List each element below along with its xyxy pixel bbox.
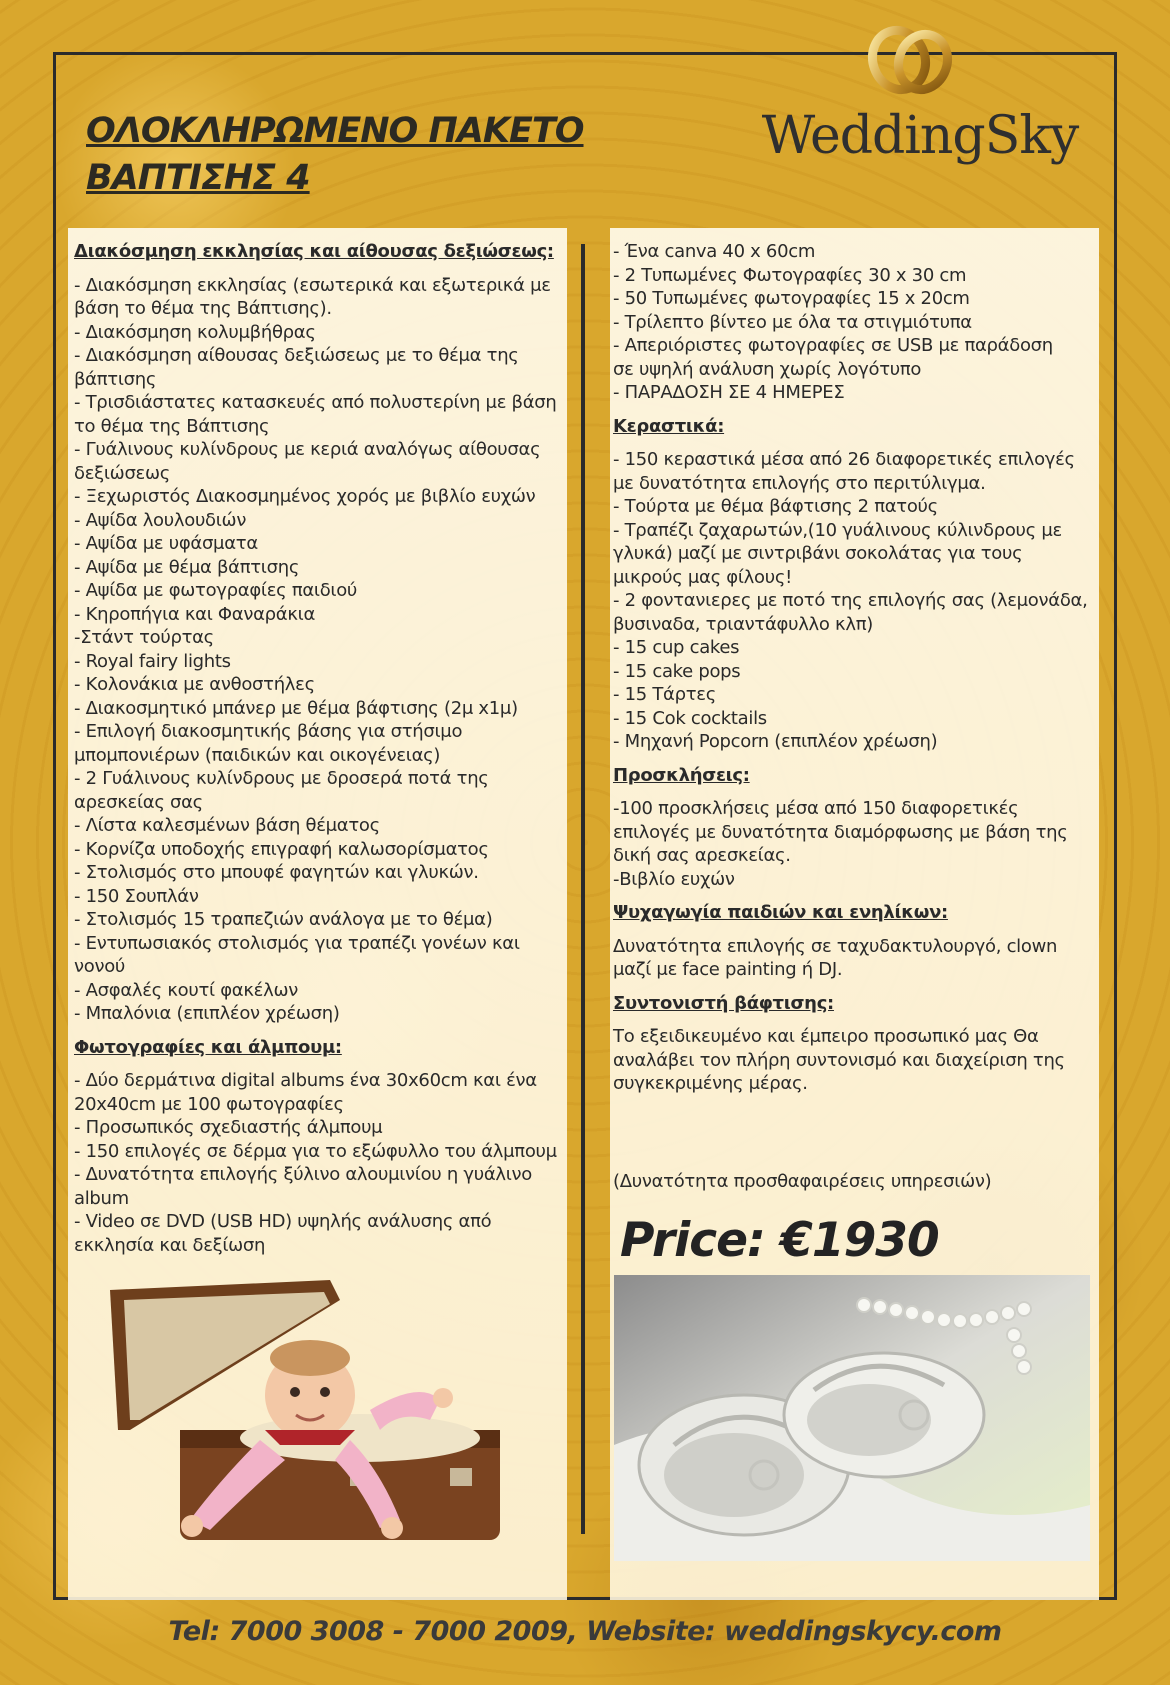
coordinator-list — [613, 1025, 1113, 1096]
photos-continued-list — [613, 240, 1113, 405]
decoration-line: - Διακόσμηση εκκλησίας (εσωτερικά και εξωτερικά με — [74, 274, 551, 296]
decoration-line: βάπτισης — [74, 368, 157, 390]
invitations-line: επιλογές με δυνατότητα διαμόρφωσης με βάση της — [613, 821, 1068, 843]
treats-line: - 2 φοντανιερες με ποτό της επιλογής σας (λεμονάδα, — [613, 590, 1088, 611]
photos-line: - Δυνατότητα επιλογής ξύλινο αλουμινίου η γυάλινο — [74, 1164, 532, 1185]
photos-continued-line: σε υψηλή ανάλυση χωρίς λογότυπο — [613, 358, 922, 380]
page-title — [86, 108, 606, 202]
photos-line: - Προσωπικός σχεδιαστής άλμπουμ — [74, 1117, 383, 1138]
baby-shoes-photo — [614, 1275, 1090, 1561]
photos-heading: Φωτογραφίες και άλμπουμ: — [74, 1036, 342, 1058]
decoration-line: - Royal fairy lights — [74, 650, 231, 672]
decoration-line: - Τρισδιάστατες κατασκευές από πολυστερίνη με βάση — [74, 392, 557, 413]
decoration-line: - 2 Γυάλινους κυλίνδρους με δροσερά ποτά της — [74, 768, 489, 789]
decoration-line: αρεσκείας σας — [74, 791, 203, 813]
photos-continued-line: - 2 Τυπωμένες Φωτογραφίες 30 x 30 cm — [613, 264, 967, 286]
photos-line: album — [74, 1187, 129, 1209]
price-label: Price: €1930 — [620, 1213, 939, 1268]
services-note: (Δυνατότητα προσθαφαιρέσεις υπηρεσιών) — [613, 1171, 992, 1192]
treats-line: - Τούρτα με θέμα βάφτισης 2 πατούς — [613, 496, 938, 517]
entertainment-heading: Ψυχαγωγία παιδιών και ενηλίκων: — [613, 902, 948, 923]
decoration-line: - Κηροπήγια και Φαναράκια — [74, 603, 316, 625]
photos-continued-line: - 50 Τυπωμένες φωτογραφίες 15 x 20cm — [613, 288, 970, 309]
photos-continued-line: - Ένα canva 40 x 60cm — [613, 241, 816, 262]
photos-list — [74, 1069, 574, 1257]
invitations-list — [613, 797, 1113, 891]
decoration-line: - Επιλογή διακοσμητικής βάσης για στήσιμο — [74, 721, 463, 742]
treats-line: - 15 Cok cocktails — [613, 707, 767, 729]
decoration-line: - Αψίδα με υφάσματα — [74, 533, 258, 554]
treats-line: - 15 Τάρτες — [613, 684, 716, 705]
title-line-1: ΟΛΟΚΛΗΡΩΜΕΝΟ ΠΑΚΕΤΟ — [86, 111, 584, 151]
decoration-line: - Αψίδα με θέμα βάπτισης — [74, 556, 300, 578]
entertainment-list — [613, 935, 1113, 982]
coordinator-line: συγκεκριμένης μέρας. — [613, 1073, 808, 1094]
treats-line: γλυκά) μαζί με σιντριβάνι σοκολάτας για τους — [613, 543, 1023, 564]
photos-line: - Video σε DVD (USB HD) υψηλής ανάλυσης από — [74, 1211, 492, 1232]
baby-in-suitcase-photo — [100, 1280, 520, 1555]
treats-line: βυσιναδα, τριαντάφυλλο κλπ) — [613, 613, 873, 635]
invitations-line: δική σας αρεσκείας. — [613, 845, 791, 866]
decoration-line: - Ξεχωριστός Διακοσμημένος χορός με βιβλίο ευχών — [74, 486, 536, 507]
coordinator-line: Το εξειδικευμένο και έμπειρο προσωπικό μας Θα — [613, 1026, 1039, 1047]
decoration-heading: Διακόσμηση εκκλησίας και αίθουσας δεξιώσεως: — [74, 241, 554, 262]
treats-line: - Τραπέζι ζαχαρωτών,(10 γυάλινους κύλινδρους με — [613, 519, 1062, 541]
column-divider — [581, 244, 585, 1534]
decoration-line: - Ασφαλές κουτί φακέλων — [74, 979, 298, 1001]
treats-line: μικρούς μας φίλους! — [613, 566, 793, 588]
photos-continued-line: - ΠΑΡΑΔΟΣΗ ΣΕ 4 ΗΜΕΡΕΣ — [613, 382, 845, 403]
decoration-line: -Στάντ τούρτας — [74, 627, 214, 648]
decoration-line: νονού — [74, 956, 126, 977]
brand-logo — [745, 20, 1095, 180]
decoration-line: - Αψίδα λουλουδιών — [74, 509, 247, 531]
treats-line: - 15 cup cakes — [613, 637, 740, 658]
decoration-line: - Στολισμός στο μπουφέ φαγητών και γλυκών. — [74, 862, 479, 883]
coordinator-line: αναλάβει τον πλήρη συντονισμό και διαχείριση της — [613, 1049, 1065, 1071]
entertainment-line: Δυνατότητα επιλογής σε ταχυδακτυλουργό, clown — [613, 935, 1058, 957]
decoration-line: - Μπαλόνια (επιπλέον χρέωση) — [74, 1003, 340, 1024]
decoration-line: - Διακόσμηση κολυμβήθρας — [74, 321, 316, 343]
wedding-rings-icon — [857, 20, 967, 100]
decoration-line: το θέμα της Βάπτισης — [74, 415, 270, 437]
photos-line: εκκλησία και δεξίωση — [74, 1234, 266, 1256]
treats-line: με δυνατότητα επιλογής στο περιτύλιγμα. — [613, 472, 986, 494]
treats-list — [613, 448, 1113, 754]
entertainment-line: μαζί με face painting ή DJ. — [613, 959, 843, 980]
decoration-line: - Γυάλινους κυλίνδρους με κεριά αναλόγως αίθουσας — [74, 439, 541, 460]
decoration-line: - 150 Σουπλάν — [74, 885, 199, 907]
photos-line: - 150 επιλογές σε δέρμα για το εξώφυλλο του άλμπουμ — [74, 1140, 557, 1162]
decoration-line: - Αψίδα με φωτογραφίες παιδιού — [74, 580, 358, 601]
photos-line: - Δύο δερμάτινα digital albums ένα 30x60cm και ένα — [74, 1070, 537, 1091]
decoration-line: - Λίστα καλεσμένων βάση θέματος — [74, 815, 380, 836]
footer-contact: Tel: 7000 3008 - 7000 2009, Website: weddingskycy.com — [168, 1616, 1002, 1647]
decoration-line: - Εντυπωσιακός στολισμός για τραπέζι γονέων και — [74, 932, 520, 954]
left-column-text — [74, 240, 574, 1257]
treats-heading: Κεραστικά: — [613, 415, 725, 437]
title-line-2: ΒΑΠΤΙΣΗΣ 4 — [86, 158, 310, 198]
decoration-line: - Κορνίζα υποδοχής επιγραφή καλωσορίσματος — [74, 838, 489, 860]
decoration-line: - Κολονάκια με ανθοστήλες — [74, 674, 315, 695]
coordinator-heading: Συντονιστή βάφτισης: — [613, 992, 834, 1014]
brand-name: WeddingSky — [761, 106, 1079, 166]
photos-line: 20x40cm με 100 φωτογραφίες — [74, 1093, 344, 1115]
treats-line: - Μηχανή Popcorn (επιπλέον χρέωση) — [613, 731, 938, 752]
decoration-line: δεξιώσεως — [74, 462, 171, 484]
treats-line: - 150 κεραστικά μέσα από 26 διαφορετικές επιλογές — [613, 449, 1075, 470]
decoration-line: - Διακοσμητικό μπάνερ με θέμα βάφτισης (2μ x1μ) — [74, 697, 518, 719]
photos-continued-line: - Απεριόριστες φωτογραφίες σε USB με παράδοση — [613, 335, 1053, 356]
invitations-line: -Βιβλίο ευχών — [613, 868, 735, 890]
decoration-line: βάση το θέμα της Βάπτισης). — [74, 298, 332, 319]
decoration-line: - Στολισμός 15 τραπεζιών ανάλογα με το θέμα) — [74, 909, 493, 930]
decoration-list — [74, 274, 574, 1026]
photos-continued-line: - Τρίλεπτο βίντεο με όλα τα στιγμιότυπα — [613, 311, 972, 333]
treats-line: - 15 cake pops — [613, 660, 741, 682]
invitations-heading: Προσκλήσεις: — [613, 764, 750, 786]
decoration-line: - Διακόσμηση αίθουσας δεξιώσεως με το θέμα της — [74, 345, 519, 366]
decoration-line: μπομπονιέρων (παιδικών και οικογένειας) — [74, 744, 441, 766]
invitations-line: -100 προσκλήσεις μέσα από 150 διαφορετικές — [613, 798, 1019, 819]
right-column-text — [613, 240, 1113, 1096]
